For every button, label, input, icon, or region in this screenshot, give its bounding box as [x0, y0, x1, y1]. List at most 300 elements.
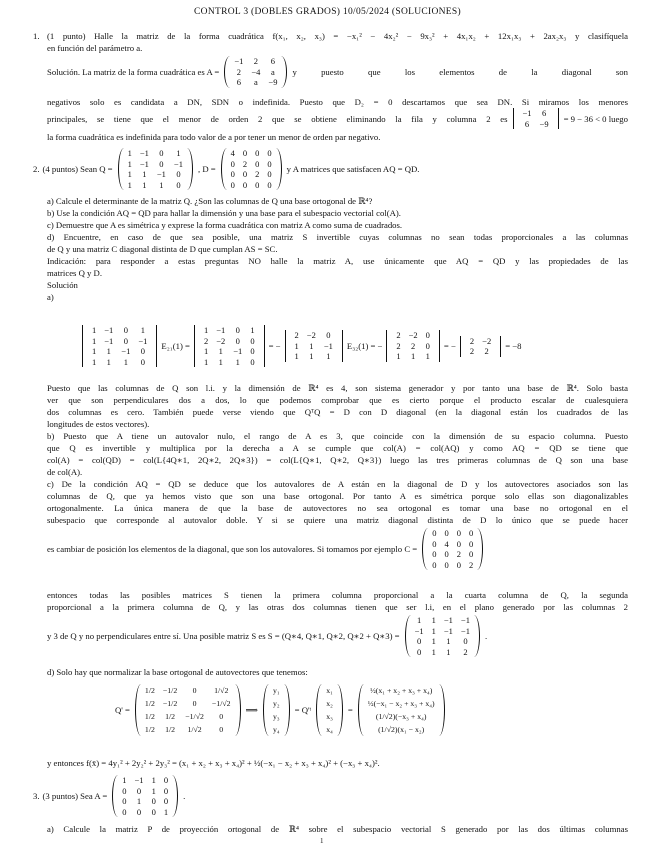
- matrix-body: [88, 325, 151, 367]
- solution-text: principales, se tiene que el menor de orden 2 que se obtiene eliminando la fila y columna 2 es: [47, 113, 508, 124]
- matrix-cell: −1: [156, 169, 166, 179]
- matrix-cell: x₁: [326, 686, 333, 695]
- minus: −: [377, 341, 383, 351]
- matrix-cell: 1: [142, 169, 147, 179]
- implies-symbol: ⟹: [245, 704, 259, 715]
- matrix-row: [141, 710, 235, 723]
- matrix-cell: 2: [469, 346, 475, 356]
- matrix-cell: 2: [456, 549, 461, 559]
- matrix-a: [112, 775, 178, 817]
- matrix-cell: 0: [432, 528, 437, 538]
- row-operation: E₂₁(1) =: [161, 341, 190, 351]
- matrix-row: [269, 723, 284, 736]
- matrix-cell: 0: [267, 179, 272, 190]
- matrix-cell: 1: [123, 356, 128, 367]
- matrix-cell: 1: [294, 351, 299, 362]
- matrix-row: [227, 159, 276, 170]
- problem-1-statement-cont: en función del parámetro a.: [47, 43, 143, 53]
- matrix-row: [269, 697, 284, 710]
- matrix-row: [392, 330, 434, 341]
- matrix-cell: 1: [431, 646, 436, 657]
- matrix-cell: −2: [216, 335, 226, 346]
- matrix-cell: −1/2: [162, 699, 178, 708]
- matrix-cell: 1: [431, 615, 436, 625]
- matrix-cell: 0: [123, 325, 128, 335]
- matrix-cell: 1: [309, 340, 314, 351]
- solution-text: Puesto que las columnas de Q son l.i. y la dimensión de ℝ⁴ es 4, son sistema generador y por tanto una base de ℝ⁴. Solo basta: [47, 383, 628, 393]
- matrix-row: [124, 159, 187, 170]
- solution-text: entonces todas las posibles matrices S tienen la primera columna proporcional a la cuarta columna de Q, la segunda: [47, 590, 628, 600]
- matrix-cell: a: [271, 66, 275, 77]
- matrix-cell: 0: [219, 712, 224, 721]
- matrix-row: [200, 325, 259, 336]
- matrix-cell: 2: [396, 340, 401, 351]
- matrix-c-line: [47, 528, 485, 570]
- matrix-cell: 0: [468, 549, 474, 559]
- right-delimiter: [172, 775, 178, 817]
- matrix-cell: 0: [250, 335, 255, 346]
- matrix-row: [411, 647, 474, 658]
- q-prime-label: Q' =: [115, 705, 130, 715]
- problem-1-number: 1.: [33, 31, 40, 41]
- matrix-cell: 0: [230, 179, 235, 190]
- solution-text: de col(A).: [47, 467, 83, 477]
- matrix-cell: 0: [267, 169, 272, 179]
- matrix-cell: 1: [127, 169, 132, 179]
- matrix-row: [118, 807, 172, 818]
- matrix-row: [227, 180, 276, 191]
- matrix-cell: −1: [138, 335, 148, 346]
- matrix-cell: −1: [460, 615, 470, 625]
- matrix-cell: 2: [294, 330, 299, 341]
- matrix-cell: x₃: [326, 712, 333, 721]
- matrix-row: [230, 77, 281, 88]
- matrix-cell: 1/√2: [187, 725, 202, 734]
- matrix-cell: −1: [233, 346, 243, 356]
- solution-text: subespacio que corresponde al autovalor doble. Y si se quiere una matriz diagonal distinta de D lo único que se puede hacer: [47, 515, 628, 525]
- right-delimiter: [439, 684, 445, 736]
- matrix-row: [124, 180, 187, 191]
- matrix-cell: 1: [431, 636, 436, 646]
- matrix-cell: 0: [432, 559, 437, 570]
- matrix-row: [428, 549, 477, 560]
- matrix-row: [322, 684, 337, 697]
- matrix-row: [411, 626, 474, 637]
- period: .: [183, 791, 186, 801]
- matrix-cell: 1: [127, 179, 132, 190]
- matrix-cell: 2: [203, 335, 209, 346]
- matrix-body: [322, 684, 337, 736]
- matrix-cell: −9: [539, 118, 549, 129]
- matrix-cell: 1: [176, 148, 181, 158]
- matrix-cell: 0: [235, 335, 240, 346]
- matrix-cell: 1: [416, 615, 422, 625]
- matrix-cell: 0: [140, 346, 145, 356]
- matrix-cell: 0: [432, 538, 437, 549]
- matrix-cell: 4: [444, 538, 449, 549]
- matrix-cell: 0: [176, 169, 181, 179]
- matrix-cell: 2: [255, 169, 260, 179]
- determinant-3: [285, 330, 343, 362]
- matrix-cell: 0: [432, 549, 437, 559]
- matrix-cell: 6: [270, 56, 276, 66]
- matrix-cell: 1/2: [144, 712, 155, 721]
- matrix-cell: 1: [431, 625, 436, 636]
- matrix-q-prime: [135, 684, 241, 736]
- matrix-row: [88, 346, 151, 357]
- matrix-body: [428, 528, 477, 570]
- matrix-cell: x₄: [326, 725, 333, 734]
- matrix-cell: −1/√2: [211, 699, 231, 708]
- matrix-cell: 2: [463, 646, 468, 657]
- matrix-row: [428, 539, 477, 550]
- minor-determinant: [513, 108, 559, 129]
- matrix-cell: 0: [425, 340, 430, 351]
- determinant-chain: [80, 325, 522, 367]
- matrix-cell: y₄: [273, 725, 280, 734]
- matrix-cell: 0: [151, 796, 156, 806]
- matrix-cell: 1: [92, 346, 97, 356]
- matrix-cell: 1: [250, 325, 255, 335]
- matrix-row: [88, 357, 151, 368]
- matrix-cell: −1: [134, 775, 144, 785]
- solution-text: la forma cuadrática es indefinida para todo valor de a por tener un menor de orden par negativo.: [47, 132, 381, 142]
- matrix-row: [322, 723, 337, 736]
- matrix-cell: 0: [250, 356, 255, 367]
- matrix-body: [411, 615, 474, 657]
- matrix-cell: 0: [122, 785, 127, 796]
- matrix-cell: −1/2: [162, 686, 178, 695]
- matrix-cell: x₂: [326, 699, 333, 708]
- matrix-cell: 1: [203, 356, 209, 367]
- matrix-a: [224, 56, 287, 88]
- matrix-cell: −1: [414, 625, 424, 636]
- matrix-cell: 2: [253, 56, 258, 66]
- matrix-row: [364, 710, 439, 723]
- matrix-cell: 1: [92, 325, 97, 335]
- matrix-cell: 0: [463, 636, 468, 646]
- quadratic-form-result: y entonces f(x̄) = 4y₁² + 2y₂² + 2y₃² = (x₁ + x₂ + x₃ + x₄)² + ½(−x₁ − x₂ + x₃ + x₄)² + (−x₃ + x₄)².: [47, 758, 380, 768]
- matrix-row: [227, 169, 276, 180]
- statement-text: , D =: [197, 164, 216, 174]
- matrix-body: [291, 330, 337, 362]
- matrix-cell: 0: [456, 538, 461, 549]
- problem-3-statement: [33, 775, 185, 817]
- equals: = −: [443, 341, 456, 351]
- question-d-cont: de Q y una matriz C diagonal distinta de D que cumplan AS = SC.: [47, 244, 278, 254]
- matrix-cell: 2: [468, 559, 474, 570]
- matrix-cell: 0: [267, 158, 272, 169]
- matrix-cell: 1/2: [165, 725, 176, 734]
- matrix-cell: ½(x₁ + x₂ + x₃ + x₄): [369, 686, 433, 695]
- normalized-basis-equation: [115, 684, 447, 736]
- matrix-cell: 1: [127, 148, 132, 158]
- matrix-cell: −2: [482, 335, 492, 346]
- equals: = Q'ᵗ: [294, 705, 312, 715]
- determinant-1: [82, 325, 157, 367]
- right-delimiter: [495, 336, 501, 357]
- matrix-cell: 1: [235, 356, 240, 367]
- matrix-body: [364, 684, 439, 736]
- matrix-cell: 0: [192, 686, 197, 695]
- minor-line: [47, 108, 628, 129]
- matrix-row: [88, 336, 151, 347]
- matrix-cell: 1: [127, 158, 132, 169]
- right-delimiter: [477, 528, 483, 570]
- matrix-body: [269, 684, 284, 736]
- solution-text: y 3 de Q y no perpendiculares entre sí. Una posible matriz S es S = (Q∗4, Q∗1, Q∗2, Q∗2 + Q∗3) =: [47, 630, 400, 641]
- hint-cont: matrices Q y D.: [47, 268, 103, 278]
- matrix-cell: 0: [192, 699, 197, 708]
- solution-text: que Q es invertible y multiplica por la derecha a A se cumple que col(A) = col(AQ) y como AQ = QD se tiene que: [47, 443, 628, 453]
- matrix-cell: 0: [219, 725, 224, 734]
- matrix-body: [466, 336, 495, 357]
- matrix-row: [291, 341, 337, 352]
- equals: = −: [268, 341, 281, 351]
- matrix-cell: 0: [242, 179, 248, 190]
- hint: Indicación: para responder a estas preguntas NO halle la matriz A, use únicamente que AQ = QD y las propiedades de las: [47, 256, 628, 266]
- matrix-row: [230, 56, 281, 67]
- solution-heading: Solución: [47, 280, 78, 290]
- statement-text: y A matrices que satisfacen AQ = QD.: [286, 164, 420, 174]
- matrix-cell: 0: [163, 775, 169, 785]
- matrix-cell: 1: [106, 356, 111, 367]
- matrix-body: [392, 330, 434, 362]
- matrix-cell: 2: [484, 346, 489, 356]
- matrix-cell: 1: [309, 351, 314, 362]
- solution-c: c) De la condición AQ = QD se deduce que los autovalores de A están en la diagonal de D y los autovectores asociados son las: [47, 479, 628, 489]
- matrix-row: [411, 615, 474, 626]
- matrix-cell: 0: [468, 538, 474, 549]
- matrix-row: [291, 330, 337, 341]
- matrix-cell: 1: [163, 806, 169, 817]
- matrix-cell: 1: [326, 351, 331, 362]
- matrix-cell: 1/2: [144, 686, 155, 695]
- solution-d: d) Solo hay que normalizar la base ortogonal de autovectores que tenemos:: [47, 667, 308, 677]
- matrix-cell: (1/√2)(x₁ − x₂): [378, 725, 425, 734]
- matrix-cell: 2: [396, 330, 401, 341]
- matrix-row: [124, 169, 187, 180]
- solution-text: = 9 − 36 < 0 luego: [563, 113, 628, 124]
- matrix-row: [322, 697, 337, 710]
- matrix-cell: 1: [446, 636, 451, 646]
- matrix-row: [141, 723, 235, 736]
- matrix-cell: 1/2: [165, 712, 176, 721]
- matrix-body: [141, 684, 235, 736]
- matrix-cell: 0: [122, 806, 127, 817]
- matrix-cell: 0: [267, 148, 272, 158]
- matrix-cell: y₂: [273, 699, 280, 708]
- matrix-row: [428, 560, 477, 571]
- matrix-cell: 6: [524, 118, 530, 129]
- page-number: 1: [320, 837, 324, 845]
- matrix-cell: 1: [142, 179, 147, 190]
- problem-3-number: 3.: [33, 791, 40, 801]
- matrix-cell: 0: [159, 148, 164, 158]
- matrix-s-line: [47, 615, 487, 657]
- matrix-row: [118, 775, 172, 786]
- matrix-cell: 0: [468, 528, 474, 538]
- matrix-cell: 6: [541, 108, 547, 118]
- matrix-row: [519, 119, 553, 130]
- matrix-cell: −1: [139, 158, 149, 169]
- matrix-cell: 1: [203, 325, 209, 335]
- matrix-cell: a: [253, 77, 258, 87]
- matrix-cell: 0: [242, 148, 248, 158]
- matrix-cell: 0: [151, 806, 156, 817]
- matrix-cell: −1: [522, 108, 532, 118]
- vector-y: [263, 684, 290, 736]
- vector-expressions: [358, 684, 445, 736]
- matrix-cell: 1: [446, 646, 451, 657]
- matrix-row: [200, 357, 259, 368]
- solution-text: columnas de Q, que ya hemos visto que son una base ortogonal. Por tanto A es simétrica porque solo ellas son diagonalizables: [47, 491, 628, 501]
- problem-2-number: 2.: [33, 164, 40, 174]
- determinant-4: [386, 330, 440, 362]
- solution-a-label: a): [47, 292, 54, 302]
- matrix-body: [200, 325, 259, 367]
- right-delimiter: [337, 330, 343, 362]
- matrix-cell: 1: [411, 351, 416, 362]
- matrix-cell: 0: [163, 785, 169, 796]
- matrix-row: [200, 346, 259, 357]
- matrix-cell: 1: [151, 775, 156, 785]
- matrix-cell: 1: [218, 346, 223, 356]
- matrix-row: [364, 723, 439, 736]
- matrix-cell: 0: [444, 559, 449, 570]
- matrix-cell: 0: [255, 179, 260, 190]
- matrix-cell: y₁: [273, 686, 280, 695]
- solution-text: longitudes de estos vectores).: [47, 419, 150, 429]
- matrix-cell: −2: [306, 330, 316, 341]
- matrix-cell: −1: [139, 148, 149, 158]
- equals: =: [347, 705, 353, 715]
- matrix-row: [322, 710, 337, 723]
- solution-text: dos columnas es cero. También puede verse viendo que QᵀQ = D con D diagonal (en la diagonal están los cuadrados de las: [47, 407, 628, 417]
- matrix-cell: 0: [416, 636, 422, 646]
- matrix-cell: 0: [326, 330, 331, 341]
- matrix-row: [200, 336, 259, 347]
- matrix-d: [221, 148, 282, 190]
- matrix-cell: 4: [230, 148, 235, 158]
- matrix-row: [291, 351, 337, 362]
- matrix-row: [227, 148, 276, 159]
- matrix-row: [141, 684, 235, 697]
- right-delimiter: [151, 325, 157, 367]
- matrix-row: [269, 684, 284, 697]
- determinant-result: = −8: [505, 341, 522, 351]
- matrix-cell: −1: [443, 615, 453, 625]
- matrix-row: [124, 148, 187, 159]
- matrix-cell: 2: [411, 340, 416, 351]
- matrix-cell: −1: [234, 56, 244, 66]
- solution-text: negativos solo es candidata a DN, SDN o indefinida. Puesto que D₂ = 0 descartamos que sea DN. Si miramos los menores: [47, 97, 628, 107]
- period: .: [484, 631, 488, 641]
- matrix-cell: −1/√2: [185, 712, 204, 721]
- right-delimiter: [281, 56, 287, 88]
- matrix-cell: 1: [140, 325, 145, 335]
- matrix-cell: 1: [122, 775, 127, 785]
- matrix-cell: 0: [416, 646, 422, 657]
- matrix-row: [230, 67, 281, 78]
- matrix-cell: 0: [136, 785, 142, 796]
- matrix-cell: 1: [92, 356, 97, 367]
- right-delimiter: [259, 325, 265, 367]
- right-delimiter: [187, 148, 193, 190]
- matrix-cell: 2: [242, 158, 248, 169]
- matrix-cell: 0: [140, 356, 145, 367]
- matrix-cell: 0: [230, 169, 235, 179]
- matrix-cell: (1/√2)(−x₃ + x₄): [375, 712, 427, 721]
- matrix-cell: 1: [92, 335, 97, 346]
- matrix-cell: 1/√2: [214, 686, 229, 695]
- matrix-cell: 1: [425, 351, 430, 362]
- determinant-5: [460, 336, 501, 357]
- matrix-body: [230, 56, 281, 88]
- matrix-cell: −1: [121, 346, 131, 356]
- matrix-cell: 0: [163, 796, 169, 806]
- solution-text: y puesto que los elementos de la diagonal son: [292, 66, 628, 77]
- right-delimiter: [235, 684, 241, 736]
- matrix-cell: −2: [408, 330, 418, 341]
- matrix-body: [227, 148, 276, 190]
- matrix-cell: −1: [104, 325, 114, 335]
- statement-text: (3 puntos) Sea A =: [42, 791, 108, 801]
- matrix-cell: 0: [425, 330, 430, 341]
- matrix-cell: 1: [396, 351, 401, 362]
- matrix-row: [411, 636, 474, 647]
- matrix-row: [519, 108, 553, 119]
- matrix-cell: ½(−x₁ − x₂ + x₃ + x₄): [367, 699, 435, 708]
- matrix-cell: 0: [456, 528, 461, 538]
- row-operation: E₃₂(1) =: [346, 341, 376, 351]
- question-b: b) Use la condición AQ = QD para hallar la dimensión y una base para el subespacio vectorial col(A).: [47, 208, 401, 218]
- matrix-cell: 0: [250, 346, 255, 356]
- matrix-row: [118, 786, 172, 797]
- matrix-cell: −1: [443, 625, 453, 636]
- matrix-cell: 1/2: [144, 699, 155, 708]
- matrix-body: [519, 108, 553, 129]
- matrix-row: [141, 697, 235, 710]
- document-title: CONTROL 3 (DOBLES GRADOS) 10/05/2024 (SOLUCIONES): [194, 7, 461, 17]
- question-a: a) Calcule la matriz P de proyección ortogonal de ℝ⁴ sobre el subespacio vectorial S generado por las dos últimas columnas: [47, 824, 628, 834]
- problem-1-solution-line: [47, 56, 628, 88]
- right-delimiter: [553, 108, 559, 129]
- matrix-row: [428, 528, 477, 539]
- matrix-cell: 0: [444, 549, 449, 559]
- matrix-body: [124, 148, 187, 190]
- problem-1-statement: (1 punto) Halle la matriz de la forma cuadrática f(x₁, x₂, x₃) = −x₁² − 4x₂² − 9x₃² + 4x₁x₂ + 12x₁x₃ + 2ax₂x₃ y clasifíquela: [47, 31, 628, 41]
- solution-b: b) Puesto que A tiene un autovalor nulo, el rango de A es 3, que coincide con la dimensión de su espacio columna. Puesto: [47, 431, 628, 441]
- solution-text: Solución. La matriz de la forma cuadrática es A =: [47, 66, 220, 77]
- question-d: d) Encuentre, en caso de que sea posible, una matriz S invertible cuyas columnas no sean todas proporcionales a las columnas: [47, 232, 628, 242]
- matrix-c: [422, 528, 483, 570]
- vector-x: [316, 684, 343, 736]
- matrix-row: [118, 796, 172, 807]
- matrix-row: [466, 336, 495, 347]
- matrix-row: [269, 710, 284, 723]
- matrix-cell: 1: [136, 796, 142, 806]
- matrix-body: [118, 775, 172, 817]
- matrix-row: [466, 346, 495, 357]
- determinant-2: [194, 325, 265, 367]
- matrix-cell: 0: [255, 148, 260, 158]
- matrix-cell: 0: [176, 179, 181, 190]
- right-delimiter: [434, 330, 440, 362]
- matrix-cell: −1: [323, 340, 333, 351]
- matrix-cell: −1: [104, 335, 114, 346]
- statement-text: (4 puntos) Sean Q =: [42, 164, 113, 174]
